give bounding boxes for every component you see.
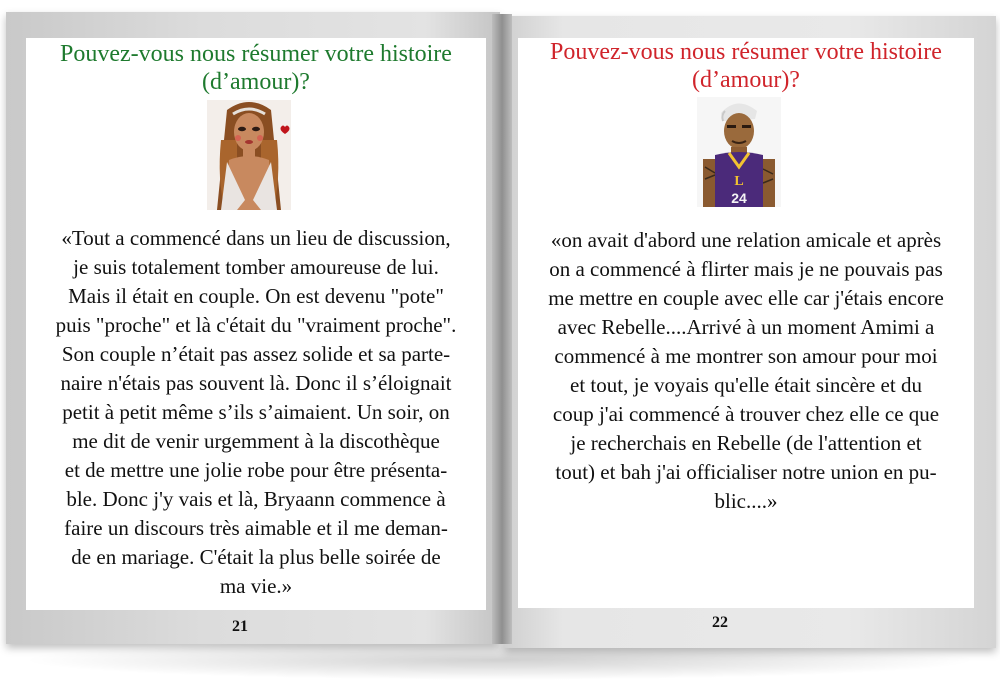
quote-line: ma vie.» [219,574,293,598]
jersey-number: 24 [731,190,747,206]
quote-line: «on avait d'abord une relation amicale et après [550,228,942,252]
right-page-number: 22 [712,614,728,631]
quote-line: faire un discours très aimable et il me deman- [64,516,448,540]
male-avatar-image [697,97,781,207]
left-quote [28,224,484,601]
quote-line: Mais il était en couple. On est devenu "pote" [68,284,444,308]
quote-line: «Tout a commencé dans un lieu de discussion, [61,226,451,250]
quote-line: commencé à me montrer son amour pour moi [554,344,938,368]
quote-line: me dit de venir urgemment à la discothèque [72,429,440,453]
book-gutter [492,14,512,644]
quote-line: puis "proche" et là c'était du "vraiment proche". [55,313,457,337]
quote-line: Son couple n’était pas assez solide et sa parte- [61,342,451,366]
quote-line: avec Rebelle....Arrivé à un moment Amimi a [557,315,935,339]
quote-line: me mettre en couple avec elle car j'étais encore [548,286,944,310]
quote-line: on a commencé à flirter mais je ne pouvais pas [549,257,943,281]
quote-line: naire n'étais pas souvent là. Donc il s’éloignait [60,371,452,395]
right-quote [520,226,972,516]
quote-line: et tout, je voyais qu'elle était sincère et du [570,373,922,397]
quote-line: tout) et bah j'ai officialiser notre union en pu- [555,460,937,484]
quote-line: coup j'ai commencé à trouver chez elle ce que [552,402,940,426]
quote-line: petit à petit même s’ils s’aimaient. Un soir, on [62,400,450,424]
quote-line: je suis totalement tomber amoureuse de lui. [73,255,439,279]
left-page-number: 21 [232,618,248,635]
quote-line: je recherchais en Rebelle (de l'attention et [570,431,922,455]
quote-line: de en mariage. C'était la plus belle soirée de [71,545,441,569]
jersey-letter: L [734,174,744,189]
quote-line: ble. Donc j'y vais et là, Bryaann commence à [66,487,446,511]
right-page-title: Pouvez-vous nous résumer votre histoire (d’amour)? [550,39,942,93]
quote-line: et de mettre une jolie robe pour être présenta- [64,458,448,482]
left-page-title: Pouvez-vous nous résumer votre histoire (d’amour)? [60,41,452,95]
quote-line: blic....» [714,489,778,513]
female-avatar-image [207,100,291,210]
